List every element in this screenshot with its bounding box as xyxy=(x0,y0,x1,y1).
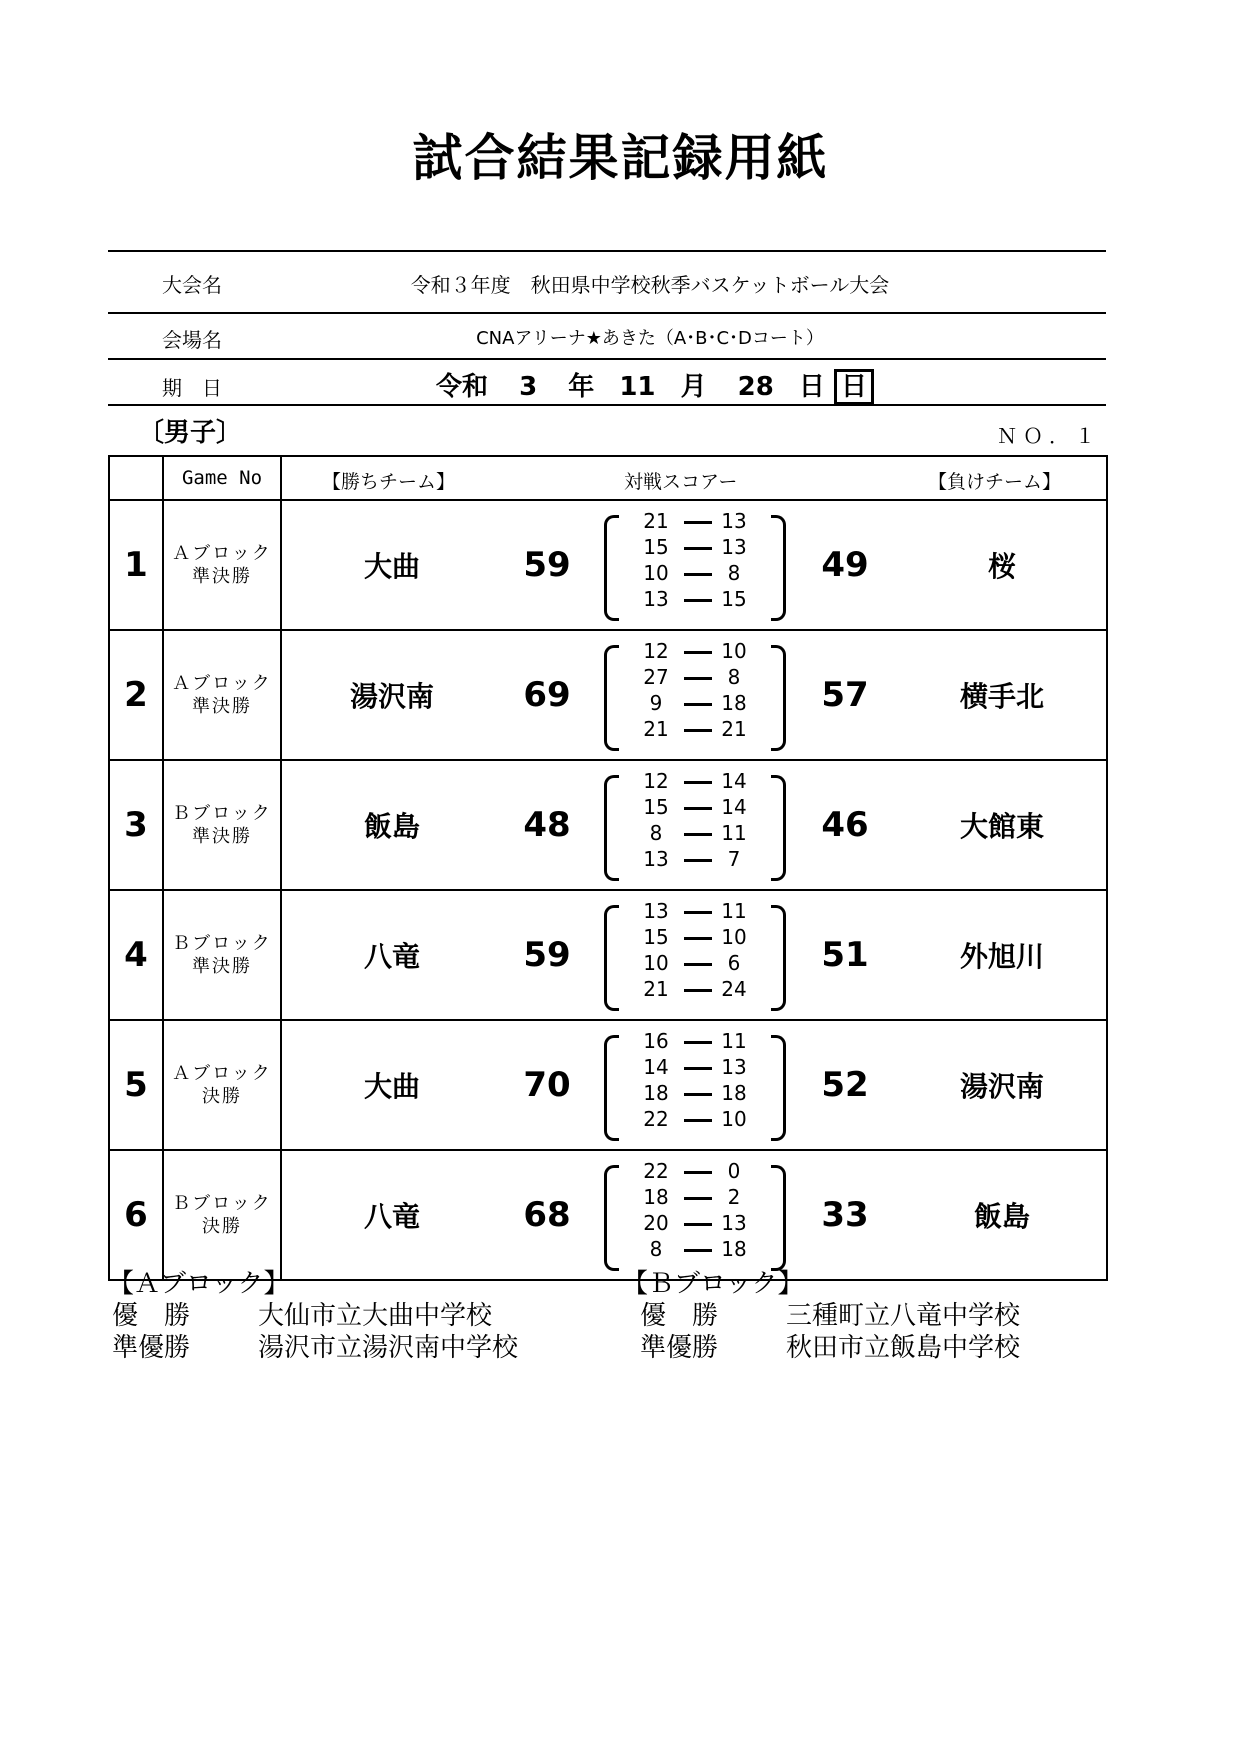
game-round: 決勝 xyxy=(202,1086,242,1107)
block-a-runner-up-label: 準優勝 xyxy=(112,1333,191,1363)
loser-score: 46 xyxy=(821,805,869,845)
quarter-score xyxy=(624,1029,766,1055)
dash xyxy=(684,1249,712,1252)
date-weekday: 日 xyxy=(834,369,874,405)
header-score: 対戦スコアー xyxy=(624,471,738,493)
loser-score: 33 xyxy=(821,1195,869,1235)
quarter-winner-points: 8 xyxy=(649,1237,663,1261)
dash xyxy=(684,1197,712,1200)
winner-score: 68 xyxy=(523,1195,571,1235)
quarter-score xyxy=(624,1081,766,1107)
quarter-loser-points: 13 xyxy=(721,509,747,533)
left-bracket xyxy=(604,905,619,1011)
winner-score: 59 xyxy=(523,935,571,975)
quarter-loser-points: 10 xyxy=(721,639,747,663)
quarter-scores xyxy=(600,637,790,753)
quarter-winner-points: 21 xyxy=(643,977,669,1001)
quarter-loser-points: 0 xyxy=(727,1159,741,1183)
block-b-runner-up: 秋田市立飯島中学校 xyxy=(786,1333,1021,1363)
left-bracket xyxy=(604,1165,619,1271)
loser-score: 52 xyxy=(821,1065,869,1105)
quarter-loser-points: 13 xyxy=(721,1055,747,1079)
left-bracket xyxy=(604,645,619,751)
quarter-winner-points: 14 xyxy=(643,1055,669,1079)
quarter-winner-points: 22 xyxy=(643,1159,669,1183)
game-number: 6 xyxy=(109,1150,163,1280)
winner-team: 大曲 xyxy=(363,1070,420,1103)
quarter-score xyxy=(624,821,766,847)
dash xyxy=(684,573,712,576)
game-round: 決勝 xyxy=(202,1216,242,1237)
block-b-heading: 【Ｂブロック】 xyxy=(622,1269,804,1299)
loser-team: 大館東 xyxy=(959,810,1044,843)
loser-score: 57 xyxy=(821,675,869,715)
quarter-loser-points: 10 xyxy=(721,1107,747,1131)
quarter-score xyxy=(624,847,766,873)
page-title: 試合結果記録用紙 xyxy=(412,129,829,187)
quarter-score xyxy=(624,639,766,665)
game-number: 3 xyxy=(109,760,163,890)
dash xyxy=(684,911,712,914)
quarter-score xyxy=(624,899,766,925)
winner-score: 48 xyxy=(523,805,571,845)
game-name xyxy=(163,890,281,1020)
right-bracket xyxy=(771,775,786,881)
winner-team: 八竜 xyxy=(363,1200,420,1233)
quarter-score xyxy=(624,977,766,1003)
dash xyxy=(684,781,712,784)
dash xyxy=(684,989,712,992)
dash xyxy=(684,937,712,940)
dash xyxy=(684,599,712,602)
quarter-score xyxy=(624,1055,766,1081)
quarter-winner-points: 20 xyxy=(643,1211,669,1235)
date-label: 期 日 xyxy=(162,376,222,400)
quarter-score xyxy=(624,587,766,613)
date-year-unit: 年 xyxy=(568,372,595,402)
quarter-winner-points: 18 xyxy=(643,1185,669,1209)
loser-score: 51 xyxy=(821,935,869,975)
block-a-champion: 大仙市立大曲中学校 xyxy=(258,1301,493,1331)
block-b-champion: 三種町立八竜中学校 xyxy=(786,1301,1021,1331)
game-result xyxy=(281,1150,1107,1280)
game-block: Ｂブロック xyxy=(172,1193,272,1214)
winner-team: 湯沢南 xyxy=(349,680,434,713)
quarter-winner-points: 15 xyxy=(643,535,669,559)
quarter-winner-points: 12 xyxy=(643,769,669,793)
game-row xyxy=(109,1150,1107,1280)
header-score-area xyxy=(281,456,1107,500)
game-block: Ｂブロック xyxy=(172,933,272,954)
dash xyxy=(684,859,712,862)
quarter-loser-points: 10 xyxy=(721,925,747,949)
quarter-scores xyxy=(600,767,790,883)
quarter-winner-points: 13 xyxy=(643,847,669,871)
dash xyxy=(684,547,712,550)
game-name xyxy=(163,630,281,760)
quarter-scores xyxy=(600,507,790,623)
game-number: 1 xyxy=(109,500,163,630)
right-bracket xyxy=(771,1035,786,1141)
left-bracket xyxy=(604,775,619,881)
quarter-score xyxy=(624,951,766,977)
venue-name: CNAアリーナ★あきた（A･B･C･Dコート） xyxy=(476,328,824,349)
dash xyxy=(684,1223,712,1226)
table-header-row xyxy=(109,456,1107,500)
quarter-loser-points: 18 xyxy=(721,691,747,715)
quarter-loser-points: 11 xyxy=(721,899,747,923)
quarter-loser-points: 18 xyxy=(721,1237,747,1261)
dash xyxy=(684,677,712,680)
dash xyxy=(684,1171,712,1174)
game-block: Ａブロック xyxy=(172,543,272,564)
dash xyxy=(684,1093,712,1096)
dash xyxy=(684,1119,712,1122)
quarter-loser-points: 15 xyxy=(721,587,747,611)
game-number: 5 xyxy=(109,1020,163,1150)
header-game-no: Game No xyxy=(163,456,281,500)
quarter-score xyxy=(624,795,766,821)
quarter-winner-points: 9 xyxy=(649,691,663,715)
quarter-score xyxy=(624,925,766,951)
dash xyxy=(684,963,712,966)
loser-team: 横手北 xyxy=(959,680,1044,713)
winner-team: 大曲 xyxy=(363,550,420,583)
quarter-winner-points: 21 xyxy=(643,717,669,741)
dash xyxy=(684,729,712,732)
quarter-score xyxy=(624,717,766,743)
event-date xyxy=(436,366,874,405)
left-bracket xyxy=(604,515,619,621)
game-result xyxy=(281,890,1107,1020)
date-year: 3 xyxy=(519,372,538,402)
quarter-scores xyxy=(600,1157,790,1273)
divider xyxy=(108,250,1106,252)
game-round: 準決勝 xyxy=(192,696,252,717)
game-row xyxy=(109,890,1107,1020)
date-day-unit: 日 xyxy=(798,372,825,402)
game-round: 準決勝 xyxy=(192,956,252,977)
quarter-loser-points: 7 xyxy=(727,847,741,871)
quarter-winner-points: 10 xyxy=(643,561,669,585)
results-table xyxy=(108,455,1108,1281)
winner-score: 59 xyxy=(523,545,571,585)
quarter-loser-points: 13 xyxy=(721,535,747,559)
quarter-loser-points: 11 xyxy=(721,821,747,845)
winner-team: 八竜 xyxy=(363,940,420,973)
date-day: 28 xyxy=(737,372,774,402)
date-era: 令和 xyxy=(436,372,489,402)
loser-team: 飯島 xyxy=(973,1200,1030,1233)
block-b-runner-up-label: 準優勝 xyxy=(640,1333,719,1363)
game-name xyxy=(163,500,281,630)
quarter-score xyxy=(624,509,766,535)
quarter-loser-points: 21 xyxy=(721,717,747,741)
quarter-score xyxy=(624,561,766,587)
header-blank xyxy=(109,456,163,500)
block-b-results xyxy=(622,1268,1021,1364)
game-name xyxy=(163,760,281,890)
quarter-score xyxy=(624,1237,766,1263)
quarter-winner-points: 27 xyxy=(643,665,669,689)
quarter-winner-points: 21 xyxy=(643,509,669,533)
quarter-winner-points: 18 xyxy=(643,1081,669,1105)
game-block: Ａブロック xyxy=(172,673,272,694)
divider xyxy=(108,358,1106,360)
quarter-score xyxy=(624,1185,766,1211)
right-bracket xyxy=(771,1165,786,1271)
loser-score: 49 xyxy=(821,545,869,585)
dash xyxy=(684,1067,712,1070)
quarter-score xyxy=(624,1211,766,1237)
dash xyxy=(684,807,712,810)
quarter-score xyxy=(624,769,766,795)
quarter-loser-points: 13 xyxy=(721,1211,747,1235)
game-round: 準決勝 xyxy=(192,826,252,847)
quarter-loser-points: 11 xyxy=(721,1029,747,1053)
winner-score: 70 xyxy=(523,1065,571,1105)
tournament-label: 大会名 xyxy=(162,273,222,297)
game-name xyxy=(163,1020,281,1150)
game-block: Ａブロック xyxy=(172,1063,272,1084)
quarter-loser-points: 14 xyxy=(721,795,747,819)
game-name xyxy=(163,1150,281,1280)
section-label: 〔男子〕 xyxy=(138,418,243,448)
venue-label: 会場名 xyxy=(162,328,222,352)
quarter-score xyxy=(624,535,766,561)
game-result xyxy=(281,630,1107,760)
game-row xyxy=(109,500,1107,630)
quarter-scores xyxy=(600,1027,790,1143)
game-number: 2 xyxy=(109,630,163,760)
block-a-champion-label: 優 勝 xyxy=(112,1301,191,1331)
block-a-runner-up: 湯沢市立湯沢南中学校 xyxy=(258,1333,519,1363)
loser-team: 外旭川 xyxy=(959,940,1044,973)
right-bracket xyxy=(771,905,786,1011)
dash xyxy=(684,1041,712,1044)
game-result xyxy=(281,500,1107,630)
dash xyxy=(684,833,712,836)
game-round: 準決勝 xyxy=(192,566,252,587)
quarter-winner-points: 10 xyxy=(643,951,669,975)
winner-team: 飯島 xyxy=(363,810,420,843)
quarter-winner-points: 15 xyxy=(643,925,669,949)
block-a-results xyxy=(108,1268,519,1364)
game-row xyxy=(109,630,1107,760)
quarter-score xyxy=(624,665,766,691)
quarter-loser-points: 24 xyxy=(721,977,747,1001)
quarter-winner-points: 13 xyxy=(643,899,669,923)
left-bracket xyxy=(604,1035,619,1141)
quarter-loser-points: 2 xyxy=(727,1185,741,1209)
dash xyxy=(684,651,712,654)
winner-score: 69 xyxy=(523,675,571,715)
divider xyxy=(108,312,1106,314)
quarter-winner-points: 13 xyxy=(643,587,669,611)
block-a-heading: 【Ａブロック】 xyxy=(108,1269,290,1299)
dash xyxy=(684,703,712,706)
page-number: ＮＯ．１ xyxy=(997,424,1101,448)
quarter-winner-points: 12 xyxy=(643,639,669,663)
dash xyxy=(684,521,712,524)
game-number: 4 xyxy=(109,890,163,1020)
quarter-loser-points: 8 xyxy=(727,665,741,689)
game-rows xyxy=(109,500,1107,1280)
game-row xyxy=(109,760,1107,890)
game-block: Ｂブロック xyxy=(172,803,272,824)
block-b-champion-label: 優 勝 xyxy=(640,1301,719,1331)
tournament-name: 令和３年度 秋田県中学校秋季バスケットボール大会 xyxy=(410,273,890,297)
game-row xyxy=(109,1020,1107,1150)
quarter-scores xyxy=(600,897,790,1013)
date-month-unit: 月 xyxy=(680,372,707,402)
quarter-winner-points: 8 xyxy=(649,821,663,845)
quarter-winner-points: 15 xyxy=(643,795,669,819)
divider xyxy=(108,404,1106,406)
quarter-loser-points: 18 xyxy=(721,1081,747,1105)
right-bracket xyxy=(771,515,786,621)
quarter-winner-points: 16 xyxy=(643,1029,669,1053)
header-loser: 【負けチーム】 xyxy=(928,471,1062,493)
loser-team: 湯沢南 xyxy=(959,1070,1044,1103)
quarter-score xyxy=(624,691,766,717)
quarter-loser-points: 8 xyxy=(727,561,741,585)
header-winner: 【勝ちチーム】 xyxy=(322,471,456,493)
game-result xyxy=(281,1020,1107,1150)
right-bracket xyxy=(771,645,786,751)
game-result xyxy=(281,760,1107,890)
date-month: 11 xyxy=(619,372,656,402)
quarter-loser-points: 14 xyxy=(721,769,747,793)
loser-team: 桜 xyxy=(987,550,1016,583)
quarter-score xyxy=(624,1159,766,1185)
quarter-winner-points: 22 xyxy=(643,1107,669,1131)
quarter-loser-points: 6 xyxy=(727,951,741,975)
quarter-score xyxy=(624,1107,766,1133)
